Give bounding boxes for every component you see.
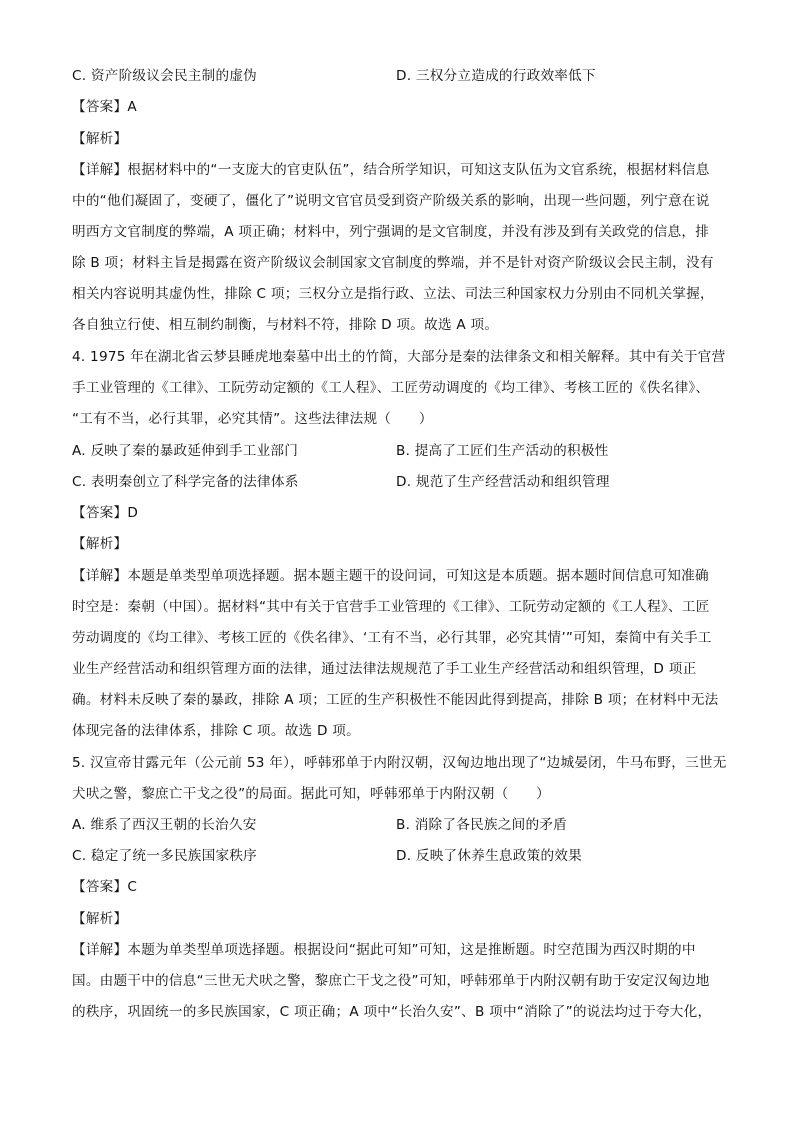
q5-analysis-label: 【解析】 [72,911,128,927]
q5-detail-line: 的秩序，巩固统一的多民族国家，C 项正确；A 项中“长治久安”、B 项中“消除了”的说法均过于夸大化， [72,1004,712,1020]
q4-option-a: A. 反映了秦的暴政延伸到手工业部门 [72,443,299,459]
q5-stem-line: 犬吠之警，黎庶亡干戈之役”的局面。据此可知，呼韩邪单于内附汉朝（ ） [72,786,550,802]
q3-detail-line: 相关内容说明其虚伪性，排除 C 项；三权分立是指行政、立法、司法三种国家权力分别由不同机关掌握， [72,286,714,302]
q3-detail-line: 明西方文官制度的弊端，A 项正确；材料中，列宁强调的是文官制度，并没有涉及到有关政党的信息，排 [72,224,710,240]
q5-option-d: D. 反映了休养生息政策的效果 [396,848,582,864]
q3-detail-line: 中的“他们凝固了，变硬了，僵化了”说明文官官员受到资产阶级关系的影响，出现一些问题，列宁意在说 [72,193,710,209]
q4-detail-line: 体现完备的法律体系，排除 C 项。故选 D 项。 [72,723,360,739]
q5-detail-line: 【详解】本题为单类型单项选择题。根据设问“据此可知”可知，这是推断题。时空范围为西汉时期的中 [72,942,696,958]
q4-detail-line: 业生产经营活动和组织管理方面的法律，通过法律法规规范了手工业生产经营活动和组织管理，D 项正 [72,661,697,677]
q4-option-d: D. 规范了生产经营活动和组织管理 [396,474,610,490]
q3-answer: 【答案】A [72,99,137,115]
q4-detail-line: 时空是：秦朝（中国）。据材料“其中有关于官营手工业管理的《工律》、工阮劳动定额的《工人程》、工匠 [72,599,710,615]
q4-answer: 【答案】D [72,505,139,521]
q3-detail-line: 各自独立行使、相互制约制衡，与材料不符，排除 D 项。故选 A 项。 [72,317,499,333]
q5-stem-line: 5. 汉宣帝甘露元年（公元前 53 年），呼韩邪单于内附汉朝，汉匈边地出现了“边城晏闭，牛马布野，三世无 [72,755,727,771]
q5-answer: 【答案】C [72,879,138,895]
q3-analysis-label: 【解析】 [72,131,128,147]
q4-stem-line: 4. 1975 年在湖北省云梦县睡虎地秦墓中出土的竹简，大部分是秦的法律条文和相关解释。其中有关于官营 [72,349,726,365]
q3-option-c: C. 资产阶级议会民主制的虚伪 [72,68,258,84]
q4-detail-line: 劳动调度的《均工律》、考核工匠的《佚名律》、‘工有不当，必行其罪，必究其情’”可知，秦简中有关手工 [72,630,712,646]
q5-option-c: C. 稳定了统一多民族国家秩序 [72,848,258,864]
q4-option-c: C. 表明秦创立了科学完备的法律体系 [72,474,299,490]
q3-detail-line: 除 B 项；材料主旨是揭露在资产阶级议会制国家文官制度的弊端，并不是针对资产阶级议会民主制，没有 [72,255,714,271]
q4-analysis-label: 【解析】 [72,536,128,552]
q5-option-b: B. 消除了各民族之间的矛盾 [396,817,567,833]
q5-option-a: A. 维系了西汉王朝的长治久安 [72,817,257,833]
q4-stem-line: “工有不当，必行其罪，必究其情”。这些法律法规（ ） [72,411,433,427]
q3-option-d: D. 三权分立造成的行政效率低下 [396,68,596,84]
q5-detail-line: 国。由题干中的信息“三世无犬吠之警，黎庶亡干戈之役”可知，呼韩邪单于内附汉朝有助于安定汉匈边地 [72,973,710,989]
q4-option-b: B. 提高了工匠们生产活动的积极性 [396,443,609,459]
q4-detail-line: 确。材料未反映了秦的暴政，排除 A 项；工匠的生产积极性不能因此得到提高，排除 B 项；在材料中无法 [72,692,719,708]
q4-stem-line: 手工业管理的《工律》、工阮劳动定额的《工人程》、工匠劳动调度的《均工律》、考核工匠的《佚名律》、 [72,380,710,396]
q4-detail-line: 【详解】本题是单类型单项选择题。据本题主题干的设问词，可知这是本质题。据本题时间信息可知准确 [72,568,709,584]
q3-detail-line: 【详解】根据材料中的“一支庞大的官吏队伍”，结合所学知识，可知这支队伍为文官系统，根据材料信息 [72,162,710,178]
